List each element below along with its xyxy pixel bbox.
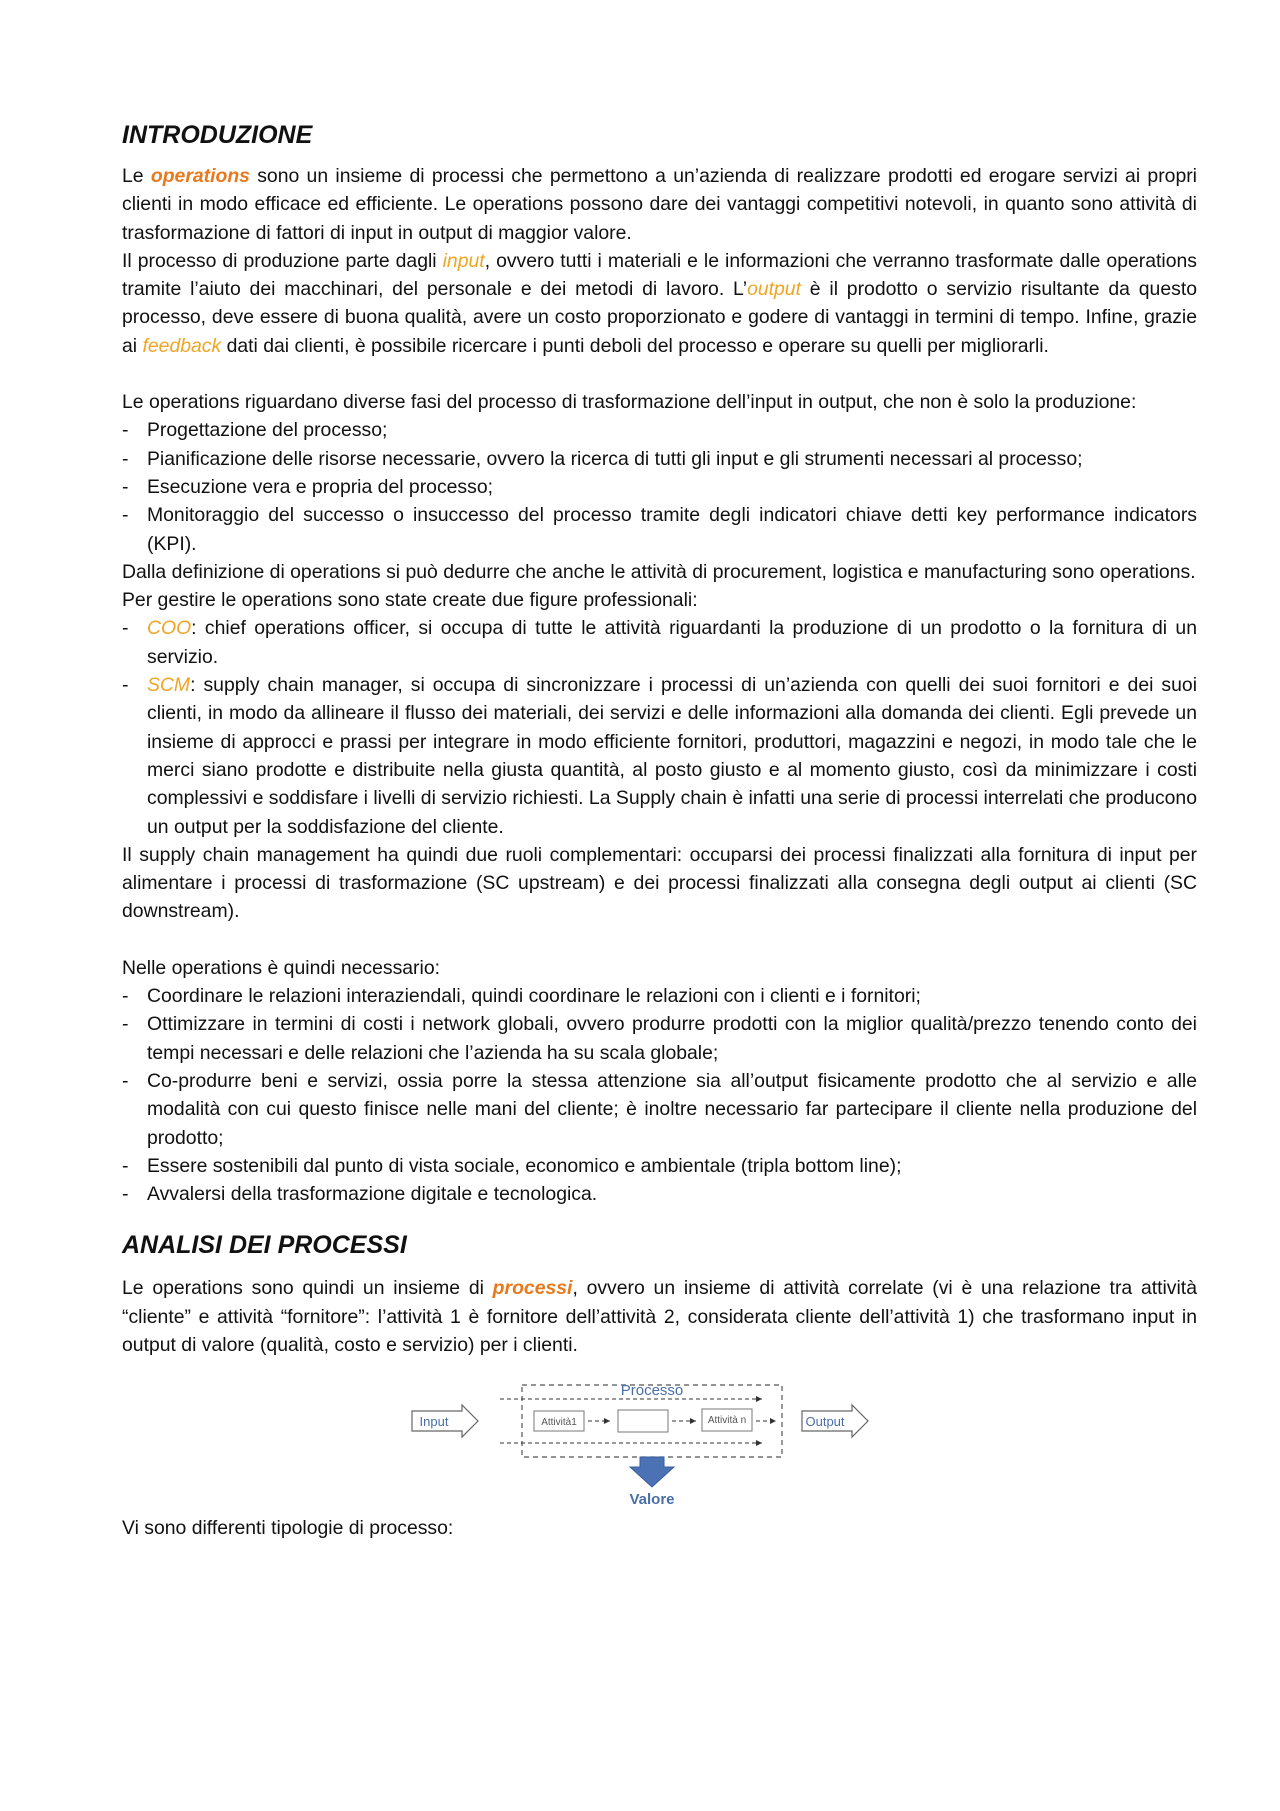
paragraph: Le operations riguardano diverse fasi del processo di trasformazione dell’input in output, che non è solo la produzione:: [122, 391, 1137, 414]
paragraph: Per gestire le operations sono state create due figure professionali:: [122, 589, 698, 612]
spacer: [122, 926, 1197, 954]
list-item: - Pianificazione delle risorse necessarie, ovvero la ricerca di tutti gli input e gli strumenti necessari al processo;: [122, 445, 1197, 473]
valore-label: Valore: [629, 1491, 675, 1507]
roles-list: [122, 614, 1197, 840]
keyword-coo: COO: [147, 617, 192, 640]
keyword-output: output: [747, 278, 801, 301]
processo-label: Processo: [620, 1382, 684, 1400]
list-item: - Avvalersi della trasformazione digitale e tecnologica.: [122, 1180, 1197, 1208]
paragraph: Nelle operations è quindi necessario:: [122, 956, 440, 979]
keyword-processi: processi: [492, 1277, 573, 1300]
spacer: [122, 360, 1197, 388]
keyword-scm: SCM: [147, 674, 191, 697]
paragraph: Le operations sono quindi un insieme di processi, ovvero un insieme di attività correlate (vi è una relazione tra attività “cliente” e attività “fornitore”: l’attività 1 è fornitore dell’attività 2, considerata cliente dell’attività 1) che trasformano input in output di valore (qualità, costo e servizio) per i clienti.: [122, 1277, 1197, 1356]
paragraph: Vi sono differenti tipologie di processo:: [122, 1517, 454, 1540]
section-title-analisi: ANALISI DEI PROCESSI: [122, 1231, 407, 1260]
requirements-list: [122, 982, 1197, 1208]
paragraph: Il processo di produzione parte dagli input, ovvero tutti i materiali e le informazioni che verranno trasformate dalle operations tramite l’aiuto dei macchinari, del personale e dei metodi di lavoro. L’output è il prodotto o servizio risultante da questo processo, deve essere di buona qualità, avere un costo proporzionato e godere di vantaggi in termini di tempo. Infine, grazie ai feedback dati dai clienti, è possibile ricercare i punti deboli del processo e operare su quelli per migliorarli.: [122, 249, 1197, 357]
attivitan-label: Attività n: [707, 1415, 747, 1427]
valore-arrow-icon: [630, 1457, 674, 1487]
attivita1-label: Attività1: [541, 1417, 577, 1429]
output-label: Output: [805, 1414, 845, 1430]
keyword-input: input: [442, 249, 485, 272]
input-label: Input: [419, 1414, 449, 1430]
paragraph: Le operations sono un insieme di processi che permettono a un’azienda di realizzare prodotti ed erogare servizi ai propri clienti in modo efficace ed efficiente. Le operations possono dare dei vantaggi competitivi notevoli, in quanto sono attività di trasformazione di fattori di input in output di maggior valore.: [122, 165, 1197, 244]
list-item-coo: - COO: chief operations officer, si occupa di tutte le attività riguardanti la produzione di un prodotto o la fornitura di un servizio.: [122, 614, 1197, 671]
list-item: - Ottimizzare in termini di costi i network globali, ovvero produrre prodotti con la miglior qualità/prezzo tenendo conto dei tempi necessari e delle relazioni che l’azienda ha su scala globale;: [122, 1010, 1197, 1067]
list-item: - Progettazione del processo;: [122, 416, 1197, 444]
attivita-middle-box: [618, 1410, 668, 1432]
paragraph: Il supply chain management ha quindi due ruoli complementari: occuparsi dei processi finalizzati alla fornitura di input per alimentare i processi di trasformazione (SC upstream) e dei processi finalizzati alla consegna degli output ai clienti (SC downstream).: [122, 843, 1197, 923]
keyword-operations: operations: [150, 165, 250, 187]
phases-list: [122, 416, 1197, 557]
list-item: - Essere sostenibili dal punto di vista sociale, economico e ambientale (tripla bottom line);: [122, 1152, 1197, 1180]
keyword-feedback: feedback: [142, 334, 222, 357]
section-title-introduzione: INTRODUZIONE: [122, 121, 313, 149]
list-item: - Monitoraggio del successo o insuccesso del processo tramite degli indicatori chiave detti key performance indicators (KPI).: [122, 501, 1197, 558]
list-item: - Co-produrre beni e servizi, ossia porre la stessa attenzione sia all’output fisicamente prodotto che al servizio e alle modalità con cui questo finisce nelle mani del cliente; è inoltre necessario far partecipare il cliente nella produzione del prodotto;: [122, 1067, 1197, 1152]
list-item: - Esecuzione vera e propria del processo;: [122, 473, 1197, 501]
document-content: [122, 118, 1197, 1543]
list-item-scm: - SCM: supply chain manager, si occupa di sincronizzare i processi di un’azienda con quelli dei suoi fornitori e dei suoi clienti, in modo da allineare il flusso dei materiali, dei servizi e delle informazioni alla domanda dei clienti. Egli prevede un insieme di approcci e prassi per integrare in modo efficiente fornitori, produttori, magazzini e negozi, in modo tale che le merci siano prodotte e distribuite nella giusta quantità, al posto giusto e al momento giusto, così da minimizzare i costi complessivi e soddisfare i livelli di servizio richiesti. La Supply chain è infatti una serie di processi interrelati che producono un output per la soddisfazione del cliente.: [122, 671, 1197, 841]
process-diagram: [122, 1371, 1197, 1506]
paragraph: Dalla definizione di operations si può dedurre che anche le attività di procurement, logistica e manufacturing sono operations.: [122, 560, 1196, 583]
process-diagram-svg: [122, 1371, 1197, 1506]
list-item: - Coordinare le relazioni interaziendali, quindi coordinare le relazioni con i clienti e i fornitori;: [122, 982, 1197, 1010]
